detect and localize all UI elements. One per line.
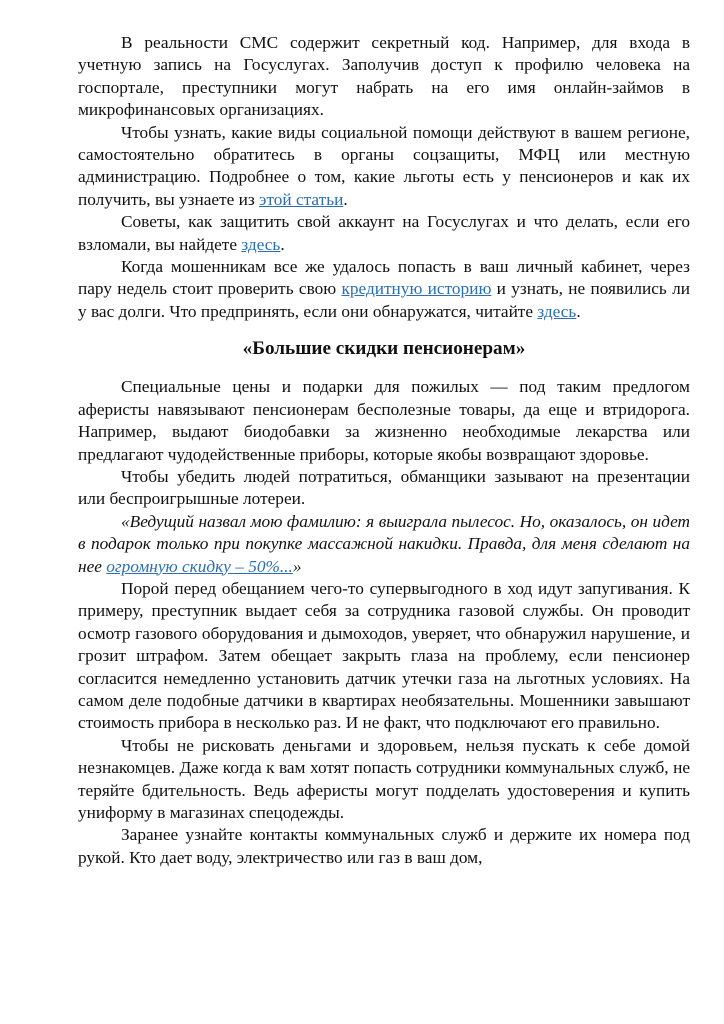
- paragraph-gas-service: Порой перед обещанием чего-то супервыгодного в ход идут запугивания. К примеру, преступник выдает себя за сотрудника газовой службы. Он проводит осмотр газового оборудования и дымоходов, уверяет, что обнаружил нарушение, и грозит штрафом. Затем обещает закрыть глаза на проблему, если пенсионер согласится немедленно установить датчик утечки газа на льготных условиях. На самом деле подобные датчики в квартирах необязательны. Мошенники завышают стоимость прибора в несколько раз. И не факт, что подключают его правильно.: [78, 578, 690, 733]
- paragraph-special-prices: Специальные цены и подарки для пожилых — под таким предлогом аферисты навязывают пенсионерам бесполезные товары, да еще и втридорога. Например, выдают биодобавки за жизненно необходимые лекарства или предлагают чудодейственные приборы, которые якобы возвращают здоровье.: [78, 377, 690, 464]
- paragraph-strangers: Чтобы не рисковать деньгами и здоровьем, нельзя пускать к себе домой незнакомцев. Даже когда к вам хотят попасть сотрудники коммунальных служб, не теряйте бдительность. Ведь аферисты могут подделать удостоверения и купить униформу в магазинах спецодежды.: [78, 735, 690, 822]
- document-page: [78, 32, 690, 869]
- paragraph-account-tips: Советы, как защитить свой аккаунт на Госуслугах и что делать, если его взломали, вы найдете здесь.: [78, 212, 690, 254]
- link-big-discount[interactable]: огромную скидку – 50%...: [106, 556, 293, 576]
- paragraph-utility-contacts: Заранее узнайте контакты коммунальных служб и держите их номера под рукой. Кто дает воду, электричество или газ в ваш дом,: [78, 825, 690, 867]
- paragraph-social-help: Чтобы узнать, какие виды социальной помощи действуют в вашем регионе, самостоятельно обратитесь в органы соцзащиты, МФЦ или местную администрацию. Подробнее о том, какие льготы есть у пенсионеров и как их получить, вы узнаете из этой статьи.: [78, 122, 690, 209]
- section-heading: «Большие скидки пенсионерам»: [242, 338, 526, 360]
- link-here-debts[interactable]: здесь: [537, 301, 577, 321]
- paragraph-credit-history: Когда мошенникам все же удалось попасть в ваш личный кабинет, через пару недель стоит проверить свою кредитную историю и узнать, не появились ли у вас долги. Что предпринять, если они обнаружатся, читайте здесь.: [78, 257, 691, 321]
- quote-vacuum-cleaner: «Ведущий назвал мою фамилию: я выиграла пылесос. Но, оказалось, он идет в подарок только при покупке массажной накидки. Правда, для меня сделают на нее огромную скидку – 50%...»: [78, 511, 690, 576]
- link-here-account[interactable]: здесь: [241, 234, 281, 254]
- paragraph-presentations: Чтобы убедить людей потратиться, обманщики зазывают на презентации или беспроигрышные лотереи.: [78, 466, 690, 509]
- paragraph-sms-code: В реальности СМС содержит секретный код. Например, для входа в учетную запись на Госуслугах. Заполучив доступ к профилю человека на госпортале, преступники могут набрать на его имя онлайн-займов в микрофинансовых организациях.: [78, 33, 690, 120]
- link-credit-history[interactable]: кредитную историю: [341, 279, 492, 299]
- link-this-article[interactable]: этой статьи: [259, 189, 344, 209]
